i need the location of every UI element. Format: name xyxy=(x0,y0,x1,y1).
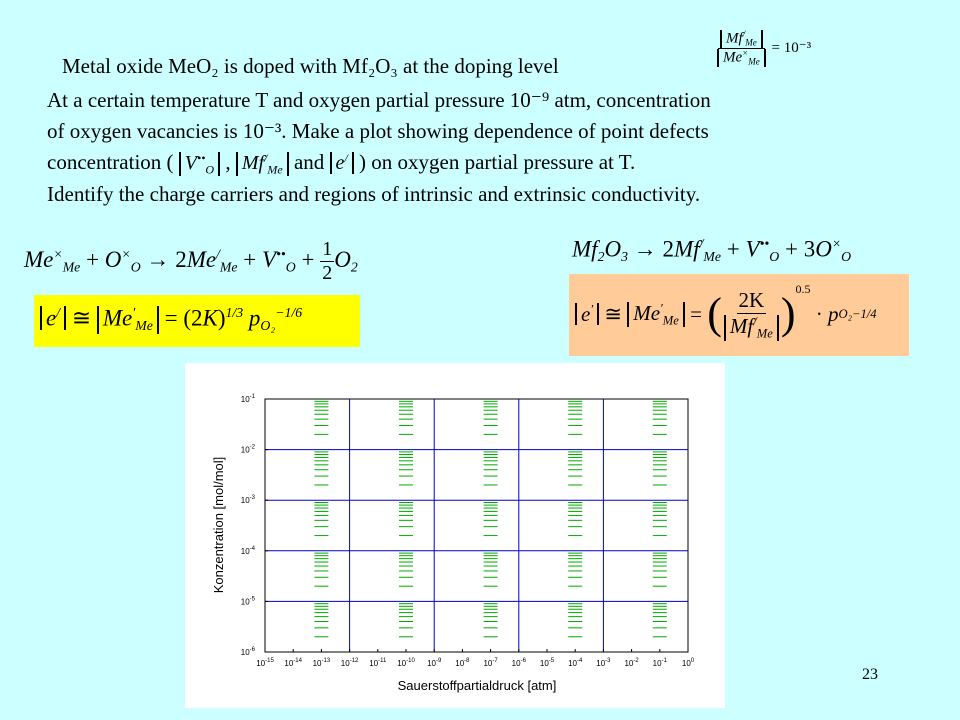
half-numerator: 1 xyxy=(322,238,333,260)
x-tick-label: $10^0$ xyxy=(681,658,695,668)
x-tick-label: $10^{-14}$ xyxy=(284,658,302,668)
x-tick-label: $10^{-3}$ xyxy=(596,658,611,668)
y-tick-label: $10^{-2}$ xyxy=(240,444,255,455)
tick-label-layer xyxy=(241,394,695,668)
x-tick-label: $10^{-7}$ xyxy=(483,658,498,668)
defect-concentration-chart xyxy=(185,363,725,708)
x-tick-label: $10^{-4}$ xyxy=(568,658,583,668)
problem-line-4-comma: , xyxy=(225,150,231,174)
x-tick-label: $10^{-10}$ xyxy=(397,658,415,668)
reaction-intrinsic: $Me^\times_{Me} + O^\times_O \to 2Me^/_{Me} + V^{••}_O$ + $\frac{1}{2}$ $O_2$ xyxy=(24,238,358,284)
problem-line-4-and: and xyxy=(293,150,325,174)
problem-line-4-start: concentration ( xyxy=(47,150,174,174)
formula-extrinsic-box xyxy=(569,274,909,356)
problem-line-4 xyxy=(47,148,635,177)
x-tick-label: $10^{-5}$ xyxy=(539,658,555,668)
x-tick-label: $10^{-1}$ xyxy=(652,658,667,668)
x-tick-label: $10^{-11}$ xyxy=(369,658,387,668)
formula-extrinsic: e′ ≅ $Me'_{Me}$ = ( $\frac{2K}{Mf^/_{Me}}$ ) 0.5 · p O₂ −1/4 xyxy=(575,288,877,341)
formula-right-numerator: 2K xyxy=(738,288,765,312)
doping-level-equation xyxy=(715,30,811,67)
y-tick-label: $10^{-5}$ xyxy=(240,596,255,607)
x-tick-label: $10^{-6}$ xyxy=(511,658,526,668)
y-tick-label: $10^{-6}$ xyxy=(240,647,255,657)
formula-intrinsic-box xyxy=(34,295,360,347)
problem-line-2: At a certain temperature T and oxygen partial pressure 10⁻⁹ atm, concentration xyxy=(47,88,711,112)
x-tick-label: $10^{-8}$ xyxy=(455,658,470,668)
electron-symbol: e/ xyxy=(330,150,354,174)
doping-fraction: $\frac{Mf^/_{Me}}{Me^\times_{Me}}$ xyxy=(715,30,768,67)
formula-right-exponent: 0.5 xyxy=(795,282,811,296)
problem-line-5: Identify the charge carriers and regions of intrinsic and extrinsic conductivity. xyxy=(47,182,701,206)
problem-line-1-text: Metal oxide MeO₂ is doped with Mf₂O₃ at the doping level xyxy=(62,54,559,78)
half-denominator: 2 xyxy=(322,262,333,284)
y-tick-label: $10^{-1}$ xyxy=(240,394,255,404)
problem-line-3: of oxygen vacancies is 10⁻³. Make a plot showing dependence of point defects xyxy=(47,119,709,143)
formula-intrinsic: e/ ≅ $Me'_{Me} = (2K)^{1/3}$ $p_{O_2}^{-1/6}$ xyxy=(40,305,302,334)
x-axis-label: Sauerstoffpartialdruck [atm] xyxy=(397,678,557,693)
problem-line-4-end: ) on oxygen partial pressure at T. xyxy=(359,150,636,174)
y-axis-label: Konzentration [mol/mol] xyxy=(211,456,226,594)
chart-panel xyxy=(185,363,725,708)
problem-line-1 xyxy=(62,52,559,81)
page-number: 23 xyxy=(862,666,878,683)
y-tick-label: $10^{-3}$ xyxy=(240,495,255,506)
reaction-doping: $Mf_2O_3 \to 2Mf^/_{Me} + V^{••}_O + 3O^\times_O$ xyxy=(572,236,852,265)
x-tick-label: $10^{-15}$ xyxy=(256,658,274,668)
x-tick-label: $10^{-12}$ xyxy=(340,658,359,668)
oxygen-coefficient: 3 xyxy=(803,236,816,262)
x-tick-label: $10^{-9}$ xyxy=(427,658,442,668)
vacancy-symbol: $V^{••}_O$ xyxy=(179,150,220,174)
y-tick-label: $10^{-4}$ xyxy=(240,545,255,556)
x-tick-label: $10^{-13}$ xyxy=(312,658,331,668)
doping-level-rhs: = 10⁻³ xyxy=(771,39,812,56)
plot-frame xyxy=(265,399,688,652)
grid-layer xyxy=(265,399,688,652)
dopant-symbol: $Mf^/_{Me}$ xyxy=(236,150,289,174)
x-tick-label: $10^{-2}$ xyxy=(624,658,639,668)
